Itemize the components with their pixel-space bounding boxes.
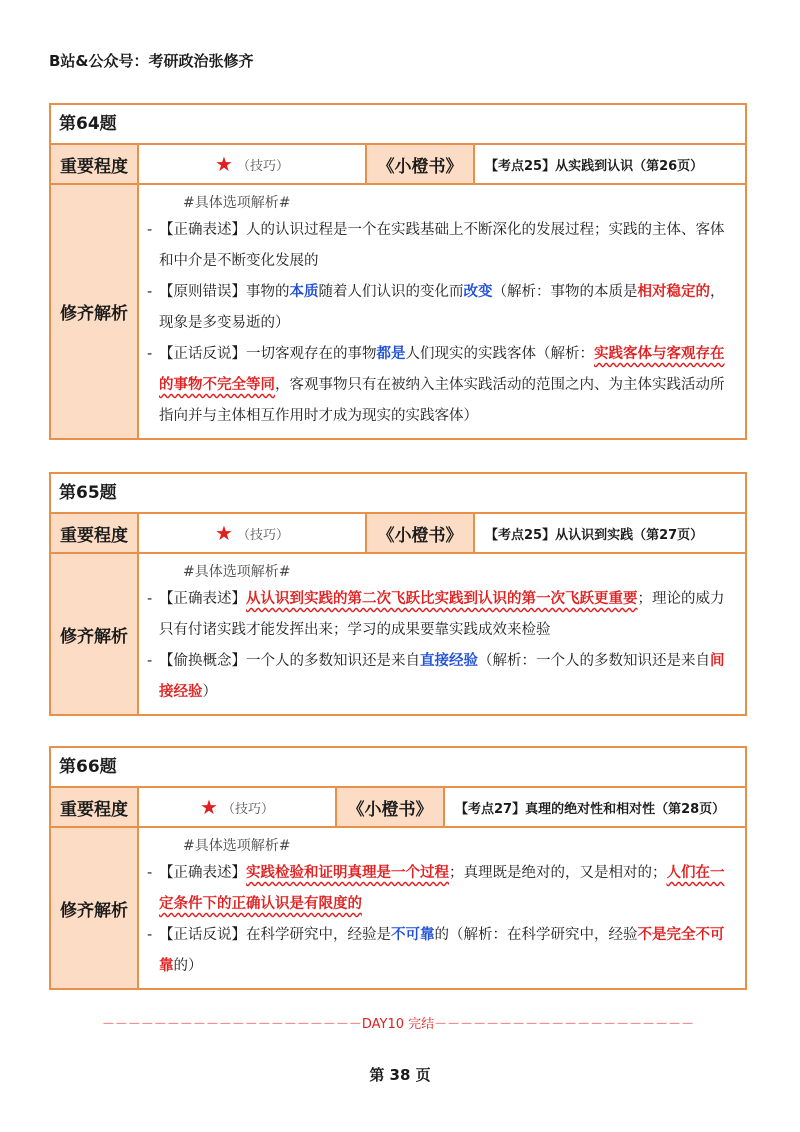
importance-row (51, 788, 745, 828)
highlight-red: 相对稳定的 (637, 284, 710, 300)
item-text: 随着人们认识的变化而 (318, 284, 464, 300)
list-item: - 【正话反说】在科学研究中，经验是不可靠的（解析：在科学研究中，经验不是完全不可靠的） (147, 927, 725, 974)
item-text: 的） (173, 958, 203, 974)
highlight-blue: 直接经验 (420, 653, 478, 669)
item-text: （解析：事物的本质是 (492, 284, 638, 300)
highlight-blue: 本质 (289, 284, 319, 300)
star-note: （技巧） (236, 527, 289, 543)
item-text: 【偷换概念】一个人的多数知识还是来自 (159, 653, 420, 669)
item-text: ，客观事物只有在被纳入主体实践活动的范围之内、为主体实践活动所指向并与主体相互作用时才成为现实的实践客体） (159, 377, 725, 424)
highlight-blue: 改变 (463, 284, 493, 300)
rating-cell (139, 145, 367, 183)
rating-cell (139, 788, 337, 826)
highlight-blue: 不可靠 (391, 927, 435, 943)
item-text: 【正话反说】一切客观存在的事物 (159, 346, 377, 362)
item-text: 的（解析：在科学研究中，经验 (434, 927, 638, 943)
item-text: （解析：一个人的多数知识还是来自 (478, 653, 710, 669)
list-item: - 【原则错误】事物的本质随着人们认识的变化而改变（解析：事物的本质是相对稳定的，现象是多变易逝的） (147, 284, 725, 331)
rating-cell (139, 514, 367, 552)
analysis-label: 修齐解析 (51, 185, 139, 438)
keypoint: 【考点27】真理的绝对性和相对性（第28页） (455, 801, 726, 817)
highlight-wavy: 实践客体与客观存在的事物不完全等同 (159, 346, 725, 393)
list-item: - 【正确表述】人的认识过程是一个在实践基础上不断深化的发展过程；实践的主体、客体和中介是不断变化发展的 (147, 222, 725, 269)
item-text: 【正确表述】人的认识过程是一个在实践基础上不断深化的发展过程；实践的主体、客体和中介是不断变化发展的 (159, 222, 725, 269)
star-icon: ★ (215, 152, 233, 176)
analysis-content (139, 554, 745, 714)
list-item: - 【正话反说】一切客观存在的事物都是人们现实的实践客体（解析：实践客体与客观存在的事物不完全等同，客观事物只有在被纳入主体实践活动的范围之内、为主体实践活动所指向并与主体相互作用时才成为现实的实践客体） (147, 346, 725, 424)
star-note: （技巧） (236, 158, 289, 174)
analysis-label: 修齐解析 (51, 554, 139, 714)
page-header: B站&公众号：考研政治张修齐 (49, 52, 254, 70)
highlight-wavy: 实践检验和证明真理是一个过程 (246, 865, 449, 881)
book-label: 《小橙书》 (367, 145, 475, 183)
analysis-row (51, 828, 745, 988)
item-text: 【原则错误】事物的 (159, 284, 290, 300)
item-text: ） (202, 684, 217, 700)
question-66-block (49, 746, 747, 990)
item-text: 人们现实的实践客体（解析： (405, 346, 594, 362)
keypoint: 【考点25】从实践到认识（第26页） (485, 158, 704, 174)
question-title: 第66题 (51, 748, 745, 788)
analysis-row (51, 185, 745, 438)
star-note: （技巧） (221, 801, 274, 817)
highlight-blue: 都是 (376, 346, 406, 362)
analysis-title: #具体选项解析# (183, 195, 291, 211)
item-text: ；理论的威力只有付诸实践才能发挥出来；学习的成果要靠实践成效来检验 (159, 591, 725, 638)
item-text: 【正确表述】 (159, 865, 246, 881)
item-text: ；真理既是绝对的，又是相对的； (449, 865, 667, 881)
list-item: - 【正确表述】从认识到实践的第二次飞跃比实践到认识的第一次飞跃更重要；理论的威力只有付诸实践才能发挥出来；学习的成果要靠实践成效来检验 (147, 591, 725, 638)
item-text: ，现象是多变易逝的） (159, 284, 725, 331)
importance-label: 重要程度 (51, 145, 139, 183)
analysis-title: #具体选项解析# (183, 838, 291, 854)
day-end-divider: －－－－－－－－－－－－－－－－－－－－DAY10 完结－－－－－－－－－－－－－－－－－－－－ (101, 1017, 695, 1032)
question-65-block (49, 472, 747, 716)
importance-row (51, 514, 745, 554)
importance-row (51, 145, 745, 185)
highlight-red: 间接经验 (159, 653, 725, 700)
analysis-label: 修齐解析 (51, 828, 139, 988)
question-64-block (49, 103, 747, 440)
importance-label: 重要程度 (51, 514, 139, 552)
importance-label: 重要程度 (51, 788, 139, 826)
highlight-wavy: 从认识到实践的第二次飞跃比实践到认识的第一次飞跃更重要 (246, 591, 638, 607)
page-number: 第 38 页 (369, 1066, 431, 1084)
question-title: 第64题 (51, 105, 745, 145)
highlight-wavy: 人们在一定条件下的正确认识是有限度的 (159, 865, 725, 912)
analysis-content (139, 185, 745, 438)
book-label: 《小橙书》 (367, 514, 475, 552)
analysis-title: #具体选项解析# (183, 564, 291, 580)
list-item: - 【正确表述】实践检验和证明真理是一个过程；真理既是绝对的，又是相对的；人们在一定条件下的正确认识是有限度的 (147, 865, 725, 912)
star-icon: ★ (215, 521, 233, 545)
analysis-content (139, 828, 745, 988)
star-icon: ★ (200, 795, 218, 819)
question-title: 第65题 (51, 474, 745, 514)
item-text: 【正话反说】在科学研究中，经验是 (159, 927, 391, 943)
list-item: - 【偷换概念】一个人的多数知识还是来自直接经验（解析：一个人的多数知识还是来自间接经验） (147, 653, 725, 700)
highlight-red: 不是完全不可靠 (159, 927, 725, 974)
analysis-row (51, 554, 745, 714)
keypoint: 【考点25】从认识到实践（第27页） (485, 527, 704, 543)
item-text: 【正确表述】 (159, 591, 246, 607)
book-label: 《小橙书》 (337, 788, 445, 826)
